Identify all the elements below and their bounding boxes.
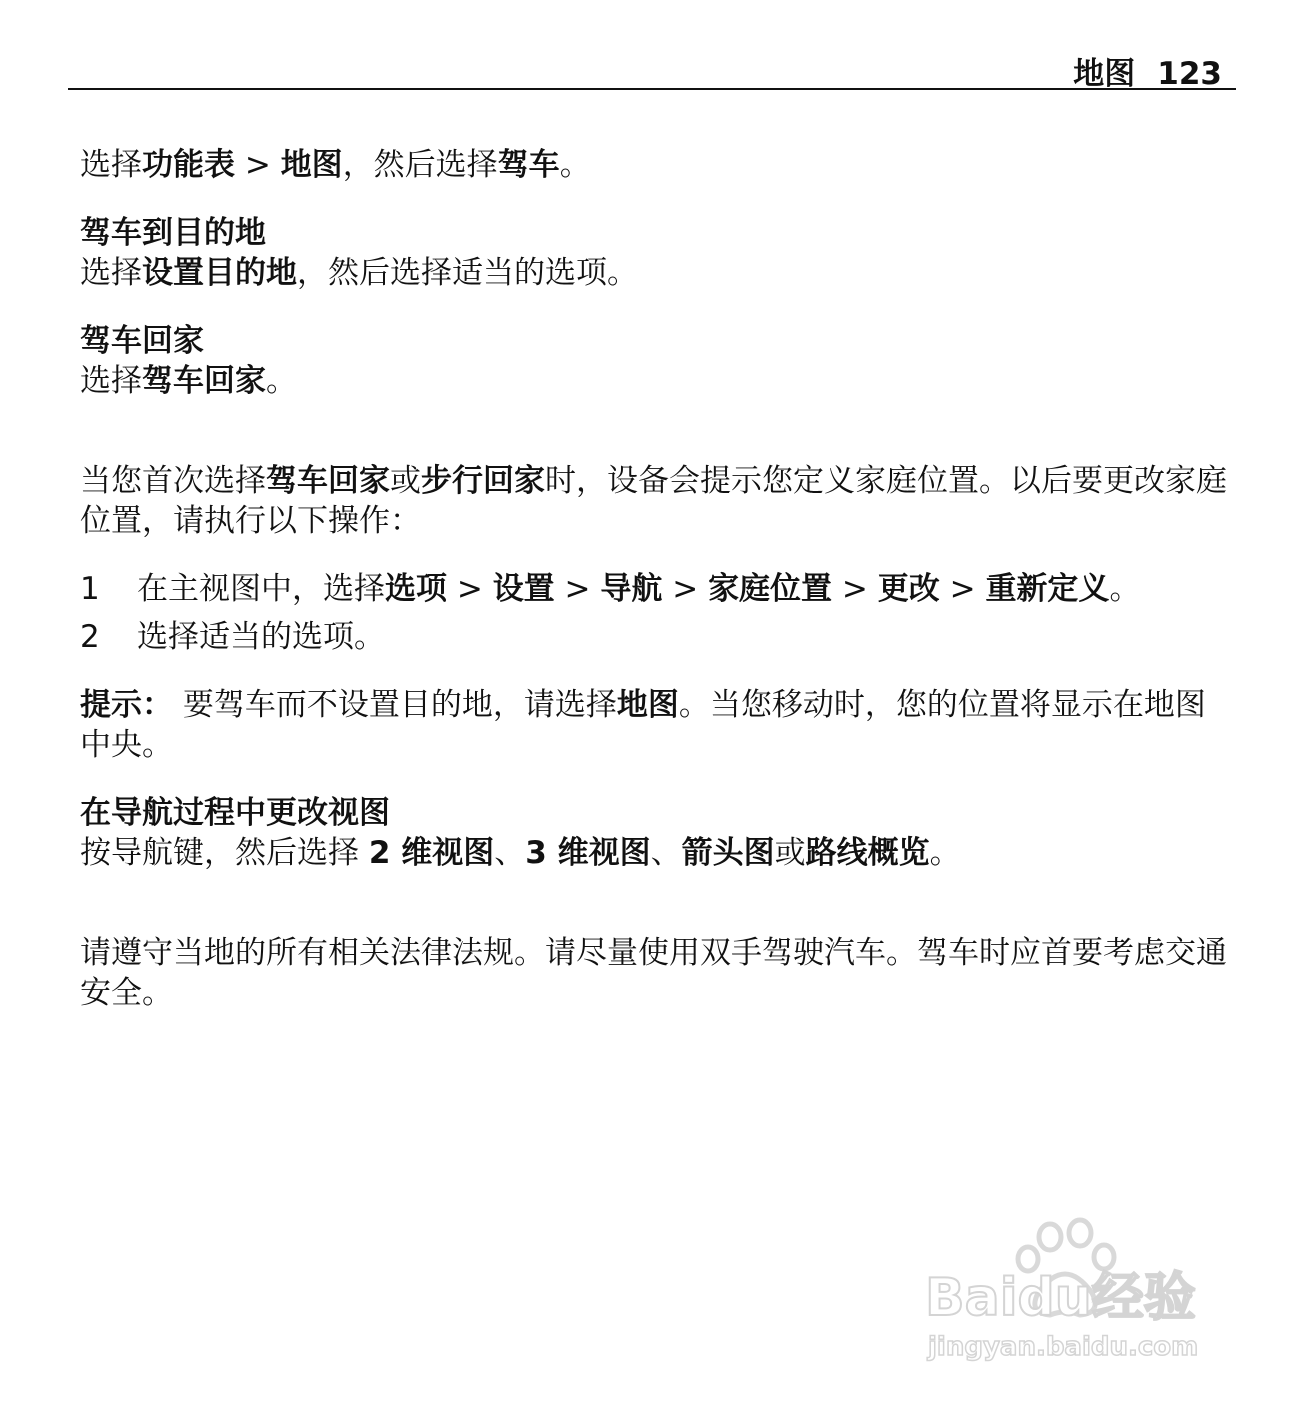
- menu-term: 地图: [616, 687, 679, 723]
- step-number: 1: [80, 571, 100, 607]
- section-heading-change-view: 在导航过程中更改视图: [80, 795, 390, 831]
- step-number: 2: [80, 619, 100, 655]
- page-number: 123: [1157, 56, 1222, 92]
- text-run: 当您首次选择: [80, 463, 266, 499]
- text-run: >: [939, 571, 986, 607]
- menu-term: 驾车回家: [266, 463, 390, 499]
- text-run: >: [235, 147, 281, 183]
- menu-term: 更改: [877, 571, 940, 607]
- section-title: 地图: [1073, 56, 1136, 92]
- drive-home-paragraph: [80, 361, 1230, 401]
- step-item: [80, 617, 1230, 657]
- text-run: 。: [929, 835, 961, 871]
- text-run: 时，设备会提示您定义家庭位置。以后要更改家庭位置，请执行以下操作：: [80, 463, 1227, 539]
- menu-term: 箭头图: [681, 835, 775, 871]
- watermark-url: jingyan.baidu.com: [928, 1332, 1199, 1362]
- text-run: 选择: [80, 363, 142, 399]
- menu-term: 功能表: [142, 147, 235, 183]
- running-head: [1073, 48, 1222, 93]
- step-text: 选择适当的选项。: [137, 619, 385, 655]
- text-run: >: [832, 571, 878, 607]
- text-run: 选择: [80, 255, 142, 291]
- menu-term: 家庭位置: [708, 571, 833, 607]
- page-header: [68, 44, 1236, 90]
- safety-paragraph: 请遵守当地的所有相关法律法规。请尽量使用双手驾驶汽车。驾车时应首要考虑交通安全。: [80, 935, 1227, 1011]
- text-run: >: [447, 571, 493, 607]
- menu-term: 步行回家: [421, 463, 545, 499]
- section-heading-drive-home: 驾车回家: [80, 323, 204, 359]
- menu-term: 3 维视图: [525, 835, 651, 871]
- text-run: 或: [390, 463, 421, 499]
- home-location-paragraph: [80, 461, 1230, 541]
- text-run: 。: [266, 363, 297, 399]
- drive-to-destination-paragraph: [80, 253, 1230, 293]
- page-body: [80, 145, 1230, 1013]
- baidu-watermark: [920, 1215, 1230, 1375]
- text-run: 或: [774, 835, 806, 871]
- text-run: 。: [1109, 571, 1141, 607]
- step-text: [137, 569, 1230, 609]
- text-run: 选择: [80, 147, 142, 183]
- text-run: 。当您移动时，您的位置将显示在地图中央。: [80, 687, 1206, 763]
- text-run: ，然后选择: [342, 147, 498, 183]
- menu-term: 设置: [492, 571, 555, 607]
- menu-term: 路线概览: [805, 835, 930, 871]
- tip-paragraph: [80, 685, 1230, 765]
- menu-term: 选项: [385, 571, 447, 607]
- text-run: 按导航键，然后选择: [80, 835, 369, 871]
- step-item: [80, 569, 1230, 609]
- watermark-brand: Baidu经验: [925, 1268, 1196, 1328]
- menu-term: 驾车: [497, 147, 560, 183]
- intro-paragraph: [80, 145, 1230, 185]
- tip-label: 提示：: [80, 687, 173, 723]
- menu-term: 重新定义: [985, 571, 1110, 607]
- text-run: 、: [650, 835, 682, 871]
- menu-term: 2 维视图: [368, 835, 495, 871]
- menu-term: 设置目的地: [142, 255, 297, 291]
- text-run: >: [554, 571, 601, 607]
- text-run: ，然后选择适当的选项。: [297, 255, 638, 291]
- text-run: 。: [559, 147, 591, 183]
- text-run: >: [662, 571, 709, 607]
- baidu-paw-icon: [920, 1215, 1230, 1375]
- menu-term: 导航: [600, 571, 663, 607]
- section-heading-drive-to-destination: 驾车到目的地: [80, 215, 266, 251]
- change-view-paragraph: [80, 833, 1230, 873]
- menu-term: 地图: [280, 147, 343, 183]
- text-run: 、: [494, 835, 526, 871]
- text-run: 要驾车而不设置目的地，请选择: [173, 687, 617, 723]
- menu-term: 驾车回家: [142, 363, 266, 399]
- text-run: 在主视图中，选择: [137, 571, 385, 607]
